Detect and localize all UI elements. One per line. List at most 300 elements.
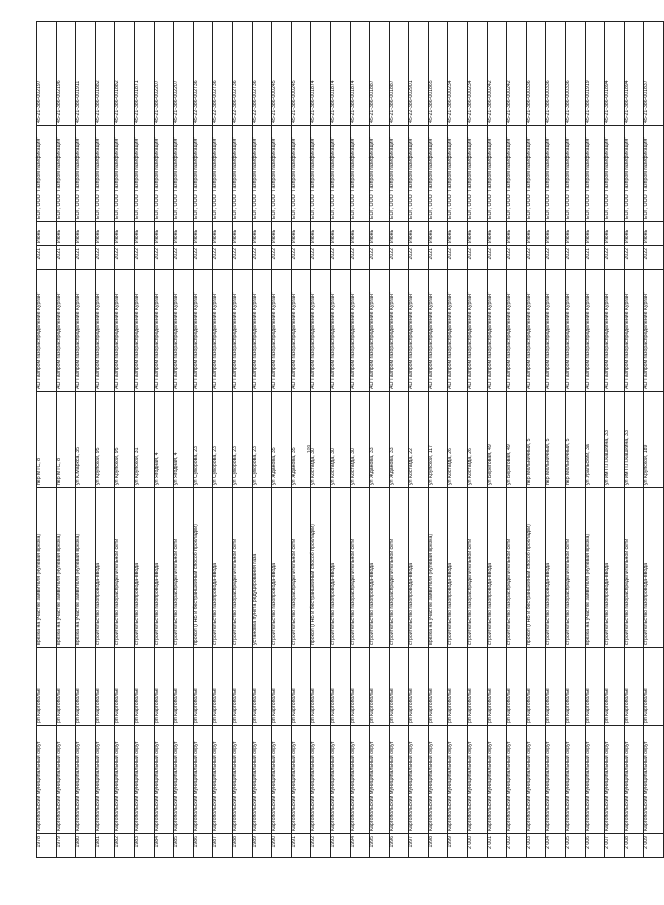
cell-address: ул Костагда, 26 [468, 392, 488, 488]
cell-work-type: врезка на участке заявителя (нулевая врезка) [37, 488, 57, 648]
cell-settlement: рп Каргополье [389, 648, 409, 726]
cell-address: ул Костагда, 30 [311, 392, 331, 488]
cell-address: ул Суворова, 23 [213, 392, 233, 488]
cell-row-number: 1997 [409, 834, 429, 858]
cell-request-number: 45-21-386-000336 [546, 22, 566, 126]
cell-district: Каргопольский муниципальный округ [115, 726, 135, 834]
cell-work-type: строительство газопровода-ввода [644, 488, 664, 648]
cell-year: 2022 [409, 246, 429, 270]
cell-gas-company: АО"Газпром газораспределение Курган" [272, 270, 292, 392]
cell-year: 2022 [487, 246, 507, 270]
cell-request-number: 45-21-386-000242 [487, 22, 507, 126]
cell-year: 2021 [585, 246, 605, 270]
cell-settlement: рп Каргополье [624, 648, 644, 726]
cell-settlement: рп Каргополье [507, 648, 527, 726]
table-row [232, 22, 252, 858]
cell-work-type: строительство газораспределительной сети [115, 488, 135, 648]
cell-month: Июнь [95, 222, 115, 246]
cell-year: 2022 [174, 246, 194, 270]
cell-gas-company: АО"Газпром газораспределение Курган" [428, 270, 448, 392]
cell-customer: ЕОГ, ООО "Газпром газификация" [37, 126, 57, 222]
cell-work-type: врезка на участке заявителя (нулевая врезка) [585, 488, 605, 648]
cell-address: пер Мельничный, 5 [566, 392, 586, 488]
table-row [566, 22, 586, 858]
cell-address: ул Крупской, 95 [115, 392, 135, 488]
cell-month: Июнь [428, 222, 448, 246]
cell-settlement: рп Каргополье [252, 648, 272, 726]
cell-year: 2022 [468, 246, 488, 270]
table-row [330, 22, 350, 858]
cell-settlement: рп Каргополье [330, 648, 350, 726]
cell-settlement: рп Каргополье [644, 648, 664, 726]
cell-district: Каргопольский муниципальный округ [272, 726, 292, 834]
cell-month: Июнь [330, 222, 350, 246]
cell-year: 2022 [311, 246, 331, 270]
cell-year: 2021 [37, 246, 57, 270]
cell-gas-company: АО"Газпром газораспределение Курган" [507, 270, 527, 392]
cell-district: Каргопольский муниципальный округ [95, 726, 115, 834]
cell-customer: ЕОГ, ООО "Газпром газификация" [526, 126, 546, 222]
cell-district: Каргопольский муниципальный округ [566, 726, 586, 834]
cell-row-number: 1983 [134, 834, 154, 858]
cell-row-number: 1980 [76, 834, 96, 858]
cell-gas-company: АО"Газпром газораспределение Курган" [605, 270, 625, 392]
cell-gas-company: АО"Газпром газораспределение Курган" [154, 270, 174, 392]
cell-work-type: строительство газораспределительной сети [350, 488, 370, 648]
cell-customer: ЕОГ, ООО "Газпром газификация" [605, 126, 625, 222]
table-row [507, 22, 527, 858]
rotated-table-wrapper [36, 22, 650, 858]
cell-address: ул Костагда, 30 [330, 392, 350, 488]
cell-address: ул Костагда, 26 [448, 392, 468, 488]
cell-month: Июнь [585, 222, 605, 246]
cell-customer: ЕОГ, ООО "Газпром газификация" [134, 126, 154, 222]
cell-settlement: рп Каргополье [487, 648, 507, 726]
cell-month: Июнь [605, 222, 625, 246]
cell-customer: ЕОГ, ООО "Газпром газификация" [115, 126, 135, 222]
cell-row-number: 1979 [56, 834, 76, 858]
cell-year: 2022 [389, 246, 409, 270]
cell-settlement: рп Каргополье [566, 648, 586, 726]
cell-gas-company: АО"Газпром газораспределение Курган" [56, 270, 76, 392]
cell-row-number: 1978 [37, 834, 57, 858]
cell-row-number: 1995 [370, 834, 390, 858]
cell-row-number: 1984 [154, 834, 174, 858]
cell-customer: ЕОГ, ООО "Газпром газификация" [546, 126, 566, 222]
cell-request-number: 45-21-386-000336 [526, 22, 546, 126]
cell-customer: ЕОГ, ООО "Газпром газификация" [487, 126, 507, 222]
cell-request-number: 45-21-386-002207 [154, 22, 174, 126]
cell-month: Июнь [409, 222, 429, 246]
cell-settlement: рп Каргополье [428, 648, 448, 726]
cell-address: ул Суворова, 23 [232, 392, 252, 488]
cell-month: Июнь [644, 222, 664, 246]
cell-month: Июнь [115, 222, 135, 246]
cell-row-number: 1990 [272, 834, 292, 858]
cell-settlement: рп Каргополье [291, 648, 311, 726]
cell-month: Июнь [291, 222, 311, 246]
cell-gas-company: АО"Газпром газораспределение Курган" [409, 270, 429, 392]
cell-row-number: 2 003 [526, 834, 546, 858]
cell-address: ул Костагда, 22 [409, 392, 429, 488]
cell-request-number: 45-21-386-001874 [350, 22, 370, 126]
cell-year: 2022 [566, 246, 586, 270]
cell-request-number: 45-21-386-001894 [624, 22, 644, 126]
cell-customer: ЕОГ, ООО "Газпром газификация" [409, 126, 429, 222]
cell-request-number: 45-22-386-002736 [252, 22, 272, 126]
cell-gas-company: АО"Газпром газораспределение Курган" [487, 270, 507, 392]
cell-district: Каргопольский муниципальный округ [585, 726, 605, 834]
cell-request-number: 45-21-386-001911 [76, 22, 96, 126]
cell-address: ул К.Маркса, 35 [76, 392, 96, 488]
cell-gas-company: АО"Газпром газораспределение Курган" [37, 270, 57, 392]
cell-month: Июнь [252, 222, 272, 246]
cell-settlement: рп Каргополье [350, 648, 370, 726]
cell-month: Июнь [370, 222, 390, 246]
cell-settlement: рп Каргополье [37, 648, 57, 726]
cell-request-number: 45-21-386-001882 [115, 22, 135, 126]
cell-month: Июнь [546, 222, 566, 246]
cell-customer: ЕОГ, ООО "Газпром газификация" [174, 126, 194, 222]
cell-year: 2022 [350, 246, 370, 270]
cell-customer: ЕОГ, ООО "Газпром газификация" [644, 126, 664, 222]
table-row [428, 22, 448, 858]
cell-work-type: строительство газопровода-ввода [95, 488, 115, 648]
cell-year: 2022 [507, 246, 527, 270]
cell-gas-company: АО"Газпром газораспределение Курган" [115, 270, 135, 392]
cell-request-number: 45-21-386-001837 [644, 22, 664, 126]
cell-gas-company: АО"Газпром газораспределение Курган" [389, 270, 409, 392]
cell-settlement: рп Каргополье [546, 648, 566, 726]
cell-row-number: 1989 [252, 834, 272, 858]
cell-request-number: 45-21-386-001882 [95, 22, 115, 126]
cell-settlement: рп Каргополье [272, 648, 292, 726]
cell-district: Каргопольский муниципальный округ [507, 726, 527, 834]
cell-work-type: строительство газораспределительной сети [624, 488, 644, 648]
cell-district: Каргопольский муниципальный округ [526, 726, 546, 834]
table-row [56, 22, 76, 858]
cell-request-number: 45-22-386-002736 [193, 22, 213, 126]
cell-year: 2022 [605, 246, 625, 270]
cell-row-number: 1987 [213, 834, 233, 858]
cell-gas-company: АО"Газпром газораспределение Курган" [448, 270, 468, 392]
cell-district: Каргопольский муниципальный округ [487, 726, 507, 834]
cell-address: ул Костагда, 30 [350, 392, 370, 488]
cell-district: Каргопольский муниципальный округ [370, 726, 390, 834]
table-row [546, 22, 566, 858]
table-row [291, 22, 311, 858]
cell-year: 2022 [624, 246, 644, 270]
cell-settlement: рп Каргополье [605, 648, 625, 726]
cell-request-number: 45-21-386-001874 [330, 22, 350, 126]
cell-district: Каргопольский муниципальный округ [213, 726, 233, 834]
cell-year: 2022 [546, 246, 566, 270]
cell-gas-company: АО"Газпром газораспределение Курган" [624, 270, 644, 392]
cell-address: пер Мельничный, 5 [546, 392, 566, 488]
table-row [585, 22, 605, 858]
cell-gas-company: АО"Газпром газораспределение Курган" [291, 270, 311, 392]
cell-gas-company: АО"Газпром газораспределение Курган" [644, 270, 664, 392]
cell-customer: ЕОГ, ООО "Газпром газификация" [389, 126, 409, 222]
cell-row-number: 2 007 [605, 834, 625, 858]
cell-request-number: 45-21-386-001894 [605, 22, 625, 126]
cell-work-type: строительство газопровода-ввода [330, 488, 350, 648]
cell-settlement: рп Каргополье [174, 648, 194, 726]
cell-settlement: рп Каргополье [370, 648, 390, 726]
cell-row-number: 1986 [193, 834, 213, 858]
cell-work-type: строительство газораспределительной сети [389, 488, 409, 648]
cell-customer: ЕОГ, ООО "Газпром газификация" [428, 126, 448, 222]
cell-gas-company: АО"Газпром газораспределение Курган" [193, 270, 213, 392]
table-row [624, 22, 644, 858]
cell-request-number: 45-22-386-002736 [232, 22, 252, 126]
cell-settlement: рп Каргополье [154, 648, 174, 726]
cell-row-number: 2 001 [487, 834, 507, 858]
cell-month: Июнь [232, 222, 252, 246]
cell-gas-company: АО"Газпром газораспределение Курган" [585, 270, 605, 392]
cell-month: Июнь [566, 222, 586, 246]
cell-work-type: строительство газопровода-ввода [487, 488, 507, 648]
cell-address: ул Жданова, 33 [389, 392, 409, 488]
cell-address: ул Жданова, 33 [370, 392, 390, 488]
cell-work-type: строительство газораспределительной сети [566, 488, 586, 648]
cell-work-type: строительство газопровода-ввода [272, 488, 292, 648]
cell-request-number: 45-21-386-001874 [311, 22, 331, 126]
cell-district: Каргопольский муниципальный округ [76, 726, 96, 834]
cell-year: 2022 [644, 246, 664, 270]
cell-work-type: строительство газопровода-ввода [213, 488, 233, 648]
cell-year: 2022 [526, 246, 546, 270]
cell-month: Июнь [311, 222, 331, 246]
table-row [76, 22, 96, 858]
cell-address: ул Ягодная, 4 [174, 392, 194, 488]
table-row [350, 22, 370, 858]
cell-year: 2021 [76, 246, 96, 270]
cell-settlement: рп Каргополье [232, 648, 252, 726]
cell-customer: ЕОГ, ООО "Газпром газификация" [350, 126, 370, 222]
table-row [389, 22, 409, 858]
cell-request-number: 45-21-386-001887 [370, 22, 390, 126]
cell-customer: ЕОГ, ООО "Газпром газификация" [252, 126, 272, 222]
cell-month: Июнь [448, 222, 468, 246]
cell-row-number: 1985 [174, 834, 194, 858]
cell-settlement: рп Каргополье [56, 648, 76, 726]
cell-customer: ЕОГ, ООО "Газпром газификация" [448, 126, 468, 222]
cell-month: Июнь [468, 222, 488, 246]
cell-customer: ЕОГ, ООО "Газпром газификация" [370, 126, 390, 222]
table-row [193, 22, 213, 858]
cell-work-type: строительство газопровода-ввода [605, 488, 625, 648]
gasification-table [36, 21, 664, 858]
table-body [37, 22, 664, 858]
cell-month: Июнь [350, 222, 370, 246]
table-row [37, 22, 57, 858]
cell-month: Июнь [624, 222, 644, 246]
cell-address: ул Уральский, 3а [585, 392, 605, 488]
cell-request-number: 45-21-386-002207 [174, 22, 194, 126]
cell-customer: ЕОГ, ООО "Газпром газификация" [330, 126, 350, 222]
cell-month: Июнь [76, 222, 96, 246]
cell-gas-company: АО"Газпром газораспределение Курган" [213, 270, 233, 392]
cell-work-type: врезка на участке заявителя (нулевая врезка) [428, 488, 448, 648]
cell-row-number: 1988 [232, 834, 252, 858]
cell-month: Июнь [174, 222, 194, 246]
cell-month: Июнь [154, 222, 174, 246]
cell-district: Каргопольский муниципальный округ [232, 726, 252, 834]
cell-address: ул Суворова, 23 [252, 392, 272, 488]
table-row [370, 22, 390, 858]
cell-customer: ЕОГ, ООО "Газпром газификация" [507, 126, 527, 222]
cell-month: Июнь [213, 222, 233, 246]
cell-request-number: 45-21-386-002196 [56, 22, 76, 126]
table-row [644, 22, 664, 858]
cell-row-number: 2 000 [468, 834, 488, 858]
cell-district: Каргопольский муниципальный округ [193, 726, 213, 834]
cell-settlement: рп Каргополье [76, 648, 96, 726]
cell-customer: ЕОГ, ООО "Газпром газификация" [56, 126, 76, 222]
cell-row-number: 1991 [291, 834, 311, 858]
cell-gas-company: АО"Газпром газораспределение Курган" [370, 270, 390, 392]
cell-customer: ЕОГ, ООО "Газпром газификация" [95, 126, 115, 222]
cell-gas-company: АО"Газпром газораспределение Курган" [232, 270, 252, 392]
table-row [409, 22, 429, 858]
cell-customer: ЕОГ, ООО "Газпром газификация" [154, 126, 174, 222]
cell-customer: ЕОГ, ООО "Газпром газификация" [585, 126, 605, 222]
table-row [213, 22, 233, 858]
cell-settlement: рп Каргополье [468, 648, 488, 726]
cell-year: 2022 [291, 246, 311, 270]
cell-work-type: прокол (ГНБ и бестраншейный способ прокладки) [193, 488, 213, 648]
cell-settlement: рп Каргополье [213, 648, 233, 726]
cell-gas-company: АО"Газпром газораспределение Курган" [134, 270, 154, 392]
cell-request-number: 45-21-386-000234 [448, 22, 468, 126]
table-row [95, 22, 115, 858]
cell-gas-company: АО"Газпром газораспределение Курган" [311, 270, 331, 392]
cell-customer: ЕОГ, ООО "Газпром газификация" [468, 126, 488, 222]
cell-customer: ЕОГ, ООО "Газпром газификация" [76, 126, 96, 222]
cell-work-type: строительство газораспределительной сети [291, 488, 311, 648]
cell-gas-company: АО"Газпром газораспределение Курган" [330, 270, 350, 392]
cell-work-type: прокол (ГНБ и бестраншейный способ прокладки) [311, 488, 331, 648]
table-row [115, 22, 135, 858]
cell-row-number: 2 005 [566, 834, 586, 858]
table-row [605, 22, 625, 858]
cell-district: Каргопольский муниципальный округ [409, 726, 429, 834]
cell-customer: ЕОГ, ООО "Газпром газификация" [624, 126, 644, 222]
cell-work-type: строительство газопровода-ввода [134, 488, 154, 648]
cell-request-number: 45-22-386-002736 [213, 22, 233, 126]
cell-work-type: врезка на участке заявителя (нулевая врезка) [76, 488, 96, 648]
cell-address: ул Крупской, 117 [428, 392, 448, 488]
table-row [154, 22, 174, 858]
cell-request-number: 45-21-386-001865 [428, 22, 448, 126]
table-row [468, 22, 488, 858]
cell-settlement: рп Каргополье [95, 648, 115, 726]
cell-row-number: 1999 [448, 834, 468, 858]
cell-address: ул Жданова, 35 [291, 392, 311, 488]
cell-district: Каргопольский муниципальный округ [624, 726, 644, 834]
cell-district: Каргопольский муниципальный округ [428, 726, 448, 834]
cell-month: Июнь [526, 222, 546, 246]
table-row [272, 22, 292, 858]
cell-year: 2022 [370, 246, 390, 270]
cell-request-number: 45-21-386-002197 [37, 22, 57, 126]
cell-month: Июнь [37, 222, 57, 246]
cell-customer: ЕОГ, ООО "Газпром газификация" [311, 126, 331, 222]
cell-district: Каргопольский муниципальный округ [134, 726, 154, 834]
cell-settlement: рп Каргополье [134, 648, 154, 726]
cell-customer: ЕОГ, ООО "Газпром газификация" [213, 126, 233, 222]
cell-month: Июнь [507, 222, 527, 246]
cell-year: 2022 [154, 246, 174, 270]
cell-year: 2022 [448, 246, 468, 270]
cell-gas-company: АО"Газпром газораспределение Курган" [526, 270, 546, 392]
cell-gas-company: АО"Газпром газораспределение Курган" [566, 270, 586, 392]
cell-month: Июнь [389, 222, 409, 246]
table-row [252, 22, 272, 858]
cell-work-type: строительство газопровода-ввода [154, 488, 174, 648]
cell-year: 2022 [193, 246, 213, 270]
cell-customer: ЕОГ, ООО "Газпром газификация" [291, 126, 311, 222]
cell-settlement: рп Каргополье [311, 648, 331, 726]
cell-district: Каргопольский муниципальный округ [37, 726, 57, 834]
cell-request-number: 45-21-386-001887 [389, 22, 409, 126]
cell-district: Каргопольский муниципальный округ [56, 726, 76, 834]
cell-customer: ЕОГ, ООО "Газпром газификация" [566, 126, 586, 222]
cell-row-number: 1996 [389, 834, 409, 858]
cell-gas-company: АО"Газпром газораспределение Курган" [350, 270, 370, 392]
cell-year: 2021 [56, 246, 76, 270]
table-row [311, 22, 331, 858]
cell-settlement: рп Каргополье [448, 648, 468, 726]
cell-district: Каргопольский муниципальный округ [174, 726, 194, 834]
cell-row-number: 2 008 [624, 834, 644, 858]
cell-year: 2022 [252, 246, 272, 270]
cell-year: 2022 [134, 246, 154, 270]
cell-district: Каргопольский муниципальный округ [448, 726, 468, 834]
cell-settlement: рп Каргополье [585, 648, 605, 726]
cell-district: Каргопольский муниципальный округ [468, 726, 488, 834]
cell-month: Июнь [134, 222, 154, 246]
cell-year: 2021 [428, 246, 448, 270]
cell-address: ул Береговая, 49 [507, 392, 527, 488]
cell-address: ул Крупской, 31 [134, 392, 154, 488]
cell-settlement: рп Каргополье [526, 648, 546, 726]
cell-address: пер МТС, 8 [56, 392, 76, 488]
cell-request-number: 45-21-386-001919 [585, 22, 605, 126]
cell-year: 2022 [272, 246, 292, 270]
cell-district: Каргопольский муниципальный округ [330, 726, 350, 834]
cell-address: ул Крупской, 189 [644, 392, 664, 488]
cell-request-number: 45-21-386-001871 [134, 22, 154, 126]
cell-row-number: 1993 [330, 834, 350, 858]
cell-customer: ЕОГ, ООО "Газпром газификация" [193, 126, 213, 222]
cell-district: Каргопольский муниципальный округ [644, 726, 664, 834]
cell-row-number: 1998 [428, 834, 448, 858]
cell-gas-company: АО"Газпром газораспределение Курган" [468, 270, 488, 392]
cell-gas-company: АО"Газпром газораспределение Курган" [174, 270, 194, 392]
cell-year: 2022 [213, 246, 233, 270]
page-number: 109 [307, 444, 314, 454]
cell-month: Июнь [56, 222, 76, 246]
cell-settlement: рп Каргополье [115, 648, 135, 726]
cell-year: 2022 [115, 246, 135, 270]
cell-row-number: 2 002 [507, 834, 527, 858]
cell-work-type: врезка на участке заявителя (нулевая врезка) [56, 488, 76, 648]
cell-gas-company: АО"Газпром газораспределение Курган" [76, 270, 96, 392]
cell-row-number: 2 009 [644, 834, 664, 858]
cell-district: Каргопольский муниципальный округ [252, 726, 272, 834]
